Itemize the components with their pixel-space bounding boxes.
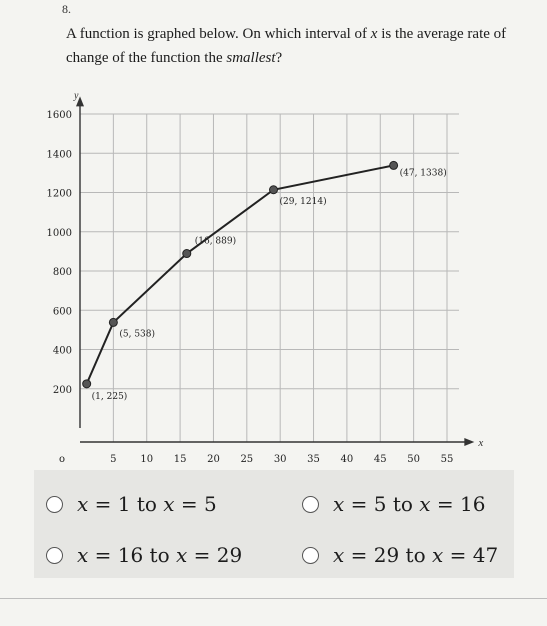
function-graph — [46, 82, 484, 465]
data-point — [109, 318, 117, 326]
y-tick-label: 1000 — [46, 227, 72, 239]
data-point-label: (5, 538) — [119, 329, 156, 340]
y-axis-label: y — [74, 90, 79, 102]
question-number: 8. — [62, 2, 71, 16]
x-tick-label: 50 — [407, 454, 421, 465]
question-text-part1: A function is graphed below. On which interval of — [66, 26, 371, 42]
question-text-part3: ? — [275, 50, 283, 66]
y-tick-label: 1200 — [46, 188, 72, 200]
data-point — [183, 250, 191, 258]
question-emphasis: smallest — [226, 50, 276, 66]
answer-option-1[interactable] — [46, 492, 217, 516]
x-tick-label: 10 — [140, 454, 154, 465]
radio-button-option-2[interactable] — [302, 496, 319, 513]
answer-choices — [34, 470, 514, 578]
y-tick-label: 1400 — [46, 149, 72, 161]
function-line — [87, 165, 394, 383]
data-point — [83, 380, 91, 388]
x-tick-label: 45 — [373, 454, 387, 465]
x-tick-label: o — [58, 454, 66, 465]
x-axis-label: x — [478, 437, 484, 449]
option-1-label: x = 1 to x = 5 — [77, 492, 217, 516]
bottom-divider — [0, 598, 547, 599]
x-tick-label: 25 — [240, 454, 254, 465]
radio-button-option-1[interactable] — [46, 496, 63, 513]
question-text — [66, 22, 526, 70]
radio-button-option-4[interactable] — [302, 547, 319, 564]
x-tick-label: 20 — [207, 454, 220, 465]
y-tick-label: 1600 — [46, 110, 72, 121]
x-tick-label: 15 — [173, 454, 187, 465]
option-2-label: x = 5 to x = 16 — [333, 492, 486, 516]
y-tick-label: 200 — [52, 384, 72, 396]
x-tick-label: 35 — [307, 454, 320, 465]
answer-option-4[interactable] — [302, 543, 498, 567]
data-point-label: (1, 225) — [91, 391, 128, 402]
answer-option-2[interactable] — [302, 492, 485, 516]
x-tick-label: 5 — [110, 454, 117, 465]
data-point-label: (29, 1214) — [279, 196, 327, 207]
x-tick-label: 55 — [440, 454, 454, 465]
option-4-label: x = 29 to x = 47 — [333, 543, 499, 567]
question-variable: x — [370, 26, 378, 42]
y-tick-label: 600 — [52, 306, 72, 318]
option-3-label: x = 16 to x = 29 — [77, 543, 243, 567]
y-tick-label: 400 — [52, 345, 72, 357]
data-point-label: (16, 889) — [194, 236, 237, 247]
x-tick-label: 30 — [273, 454, 287, 465]
data-point — [270, 186, 278, 194]
question-text-part2: is the average rate of change of the function the — [66, 26, 507, 66]
x-tick-label: 40 — [340, 454, 354, 465]
y-tick-label: 800 — [52, 267, 72, 278]
data-point-label: (47, 1338) — [399, 168, 447, 179]
x-axis-arrow — [464, 438, 474, 446]
answer-option-3[interactable] — [46, 543, 242, 567]
data-point — [390, 161, 398, 169]
radio-button-option-3[interactable] — [46, 547, 63, 564]
